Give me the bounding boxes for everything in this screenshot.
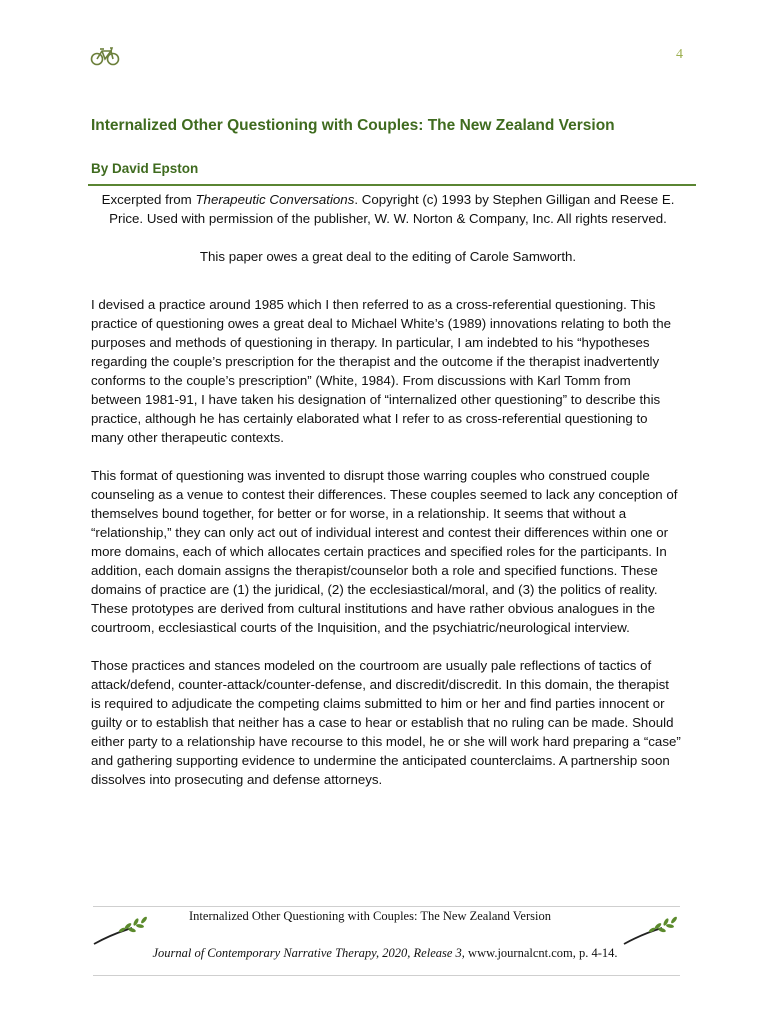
olive-branch-icon: [92, 912, 152, 948]
bicycle-icon: [90, 44, 120, 66]
article-body: [91, 295, 681, 808]
footer-divider-bottom: [93, 975, 680, 976]
page-number: 4: [676, 47, 683, 62]
heading-divider: [88, 184, 696, 186]
journal-url-pages: www.journalcnt.com, p. 4-14.: [464, 946, 618, 960]
olive-branch-icon: [622, 912, 682, 948]
paragraph: This format of questioning was invented to disrupt those warring couples who construed couple counseling as a venue to contest their differences. These couples seemed to lack any conception of themselves bound together, for better or for worse, in a relationship. It seems that without a “relationship,” they can only act out of individual interest and contest their differences within one or more domains, each of which allocates certain practices and specified roles for the participants. In addition, each domain assigns the therapist/counselor both a role and specified functions. These domains of practice are (1) the juridical, (2) the ecclesiastical/moral, and (3) the politics of reality. These prototypes are derived from cultural institutions and have rather obvious analogues in the courtroom, ecclesiastical courts of the Inquisition, and the psychiatric/neurological interview.: [91, 468, 678, 635]
excerpt-notice: [91, 190, 685, 228]
acknowledgment: This paper owes a great deal to the editing of Carole Samworth.: [199, 249, 577, 264]
journal-name: Journal of Contemporary Narrative Therapy, 2020, Release 3,: [152, 946, 465, 960]
book-title: Therapeutic Conversations: [195, 192, 355, 207]
byline: By David Epston: [91, 161, 199, 176]
paragraph: Those practices and stances modeled on the courtroom are usually pale reflections of tactics of attack/defend, counter-attack/counter-defense, and discredit/discredit. In this domain, the therapist is required to adjudicate the competing claims submitted to him or her and find parties innocent or guilty or to establish that neither has a case to hear or establish that no ruling can be made. Should either party to a relationship have recourse to this model, he or she will work hard preparing a “case” and gathering supporting evidence to undermine the anticipated counterclaims. A partnership soon dissolves into prosecuting and defense attorneys.: [91, 658, 681, 787]
footer-citation: [120, 946, 650, 961]
excerpt-suffix: . Copyright (c) 1993 by Stephen Gilligan and Reese E. Price. Used with permission of the publisher, W. W. Norton & Company, Inc. All rights reserved.: [109, 192, 675, 226]
paragraph: I devised a practice around 1985 which I then referred to as a cross-referential questioning. This practice of questioning owes a great deal to Michael White’s (1989) innovations relating to both the purposes and methods of questioning in therapy. In particular, I am indebted to his “hypotheses regarding the couple’s prescription for the therapist and the outcome if the therapist inadvertently conforms to the couple’s prescription” (White, 1984). From discussions with Karl Tomm from between 1981-91, I have taken his designation of “internalized other questioning” to describe this practice, although he has certainly elaborated what I refer to as cross-referential questioning to many other therapeutic contexts.: [91, 297, 671, 445]
excerpt-prefix: Excerpted from: [101, 192, 196, 207]
article-title: Internalized Other Questioning with Couples: The New Zealand Version: [91, 117, 615, 134]
footer-divider-top: [93, 906, 680, 907]
footer-running-title: Internalized Other Questioning with Couples: The New Zealand Version: [189, 909, 551, 923]
